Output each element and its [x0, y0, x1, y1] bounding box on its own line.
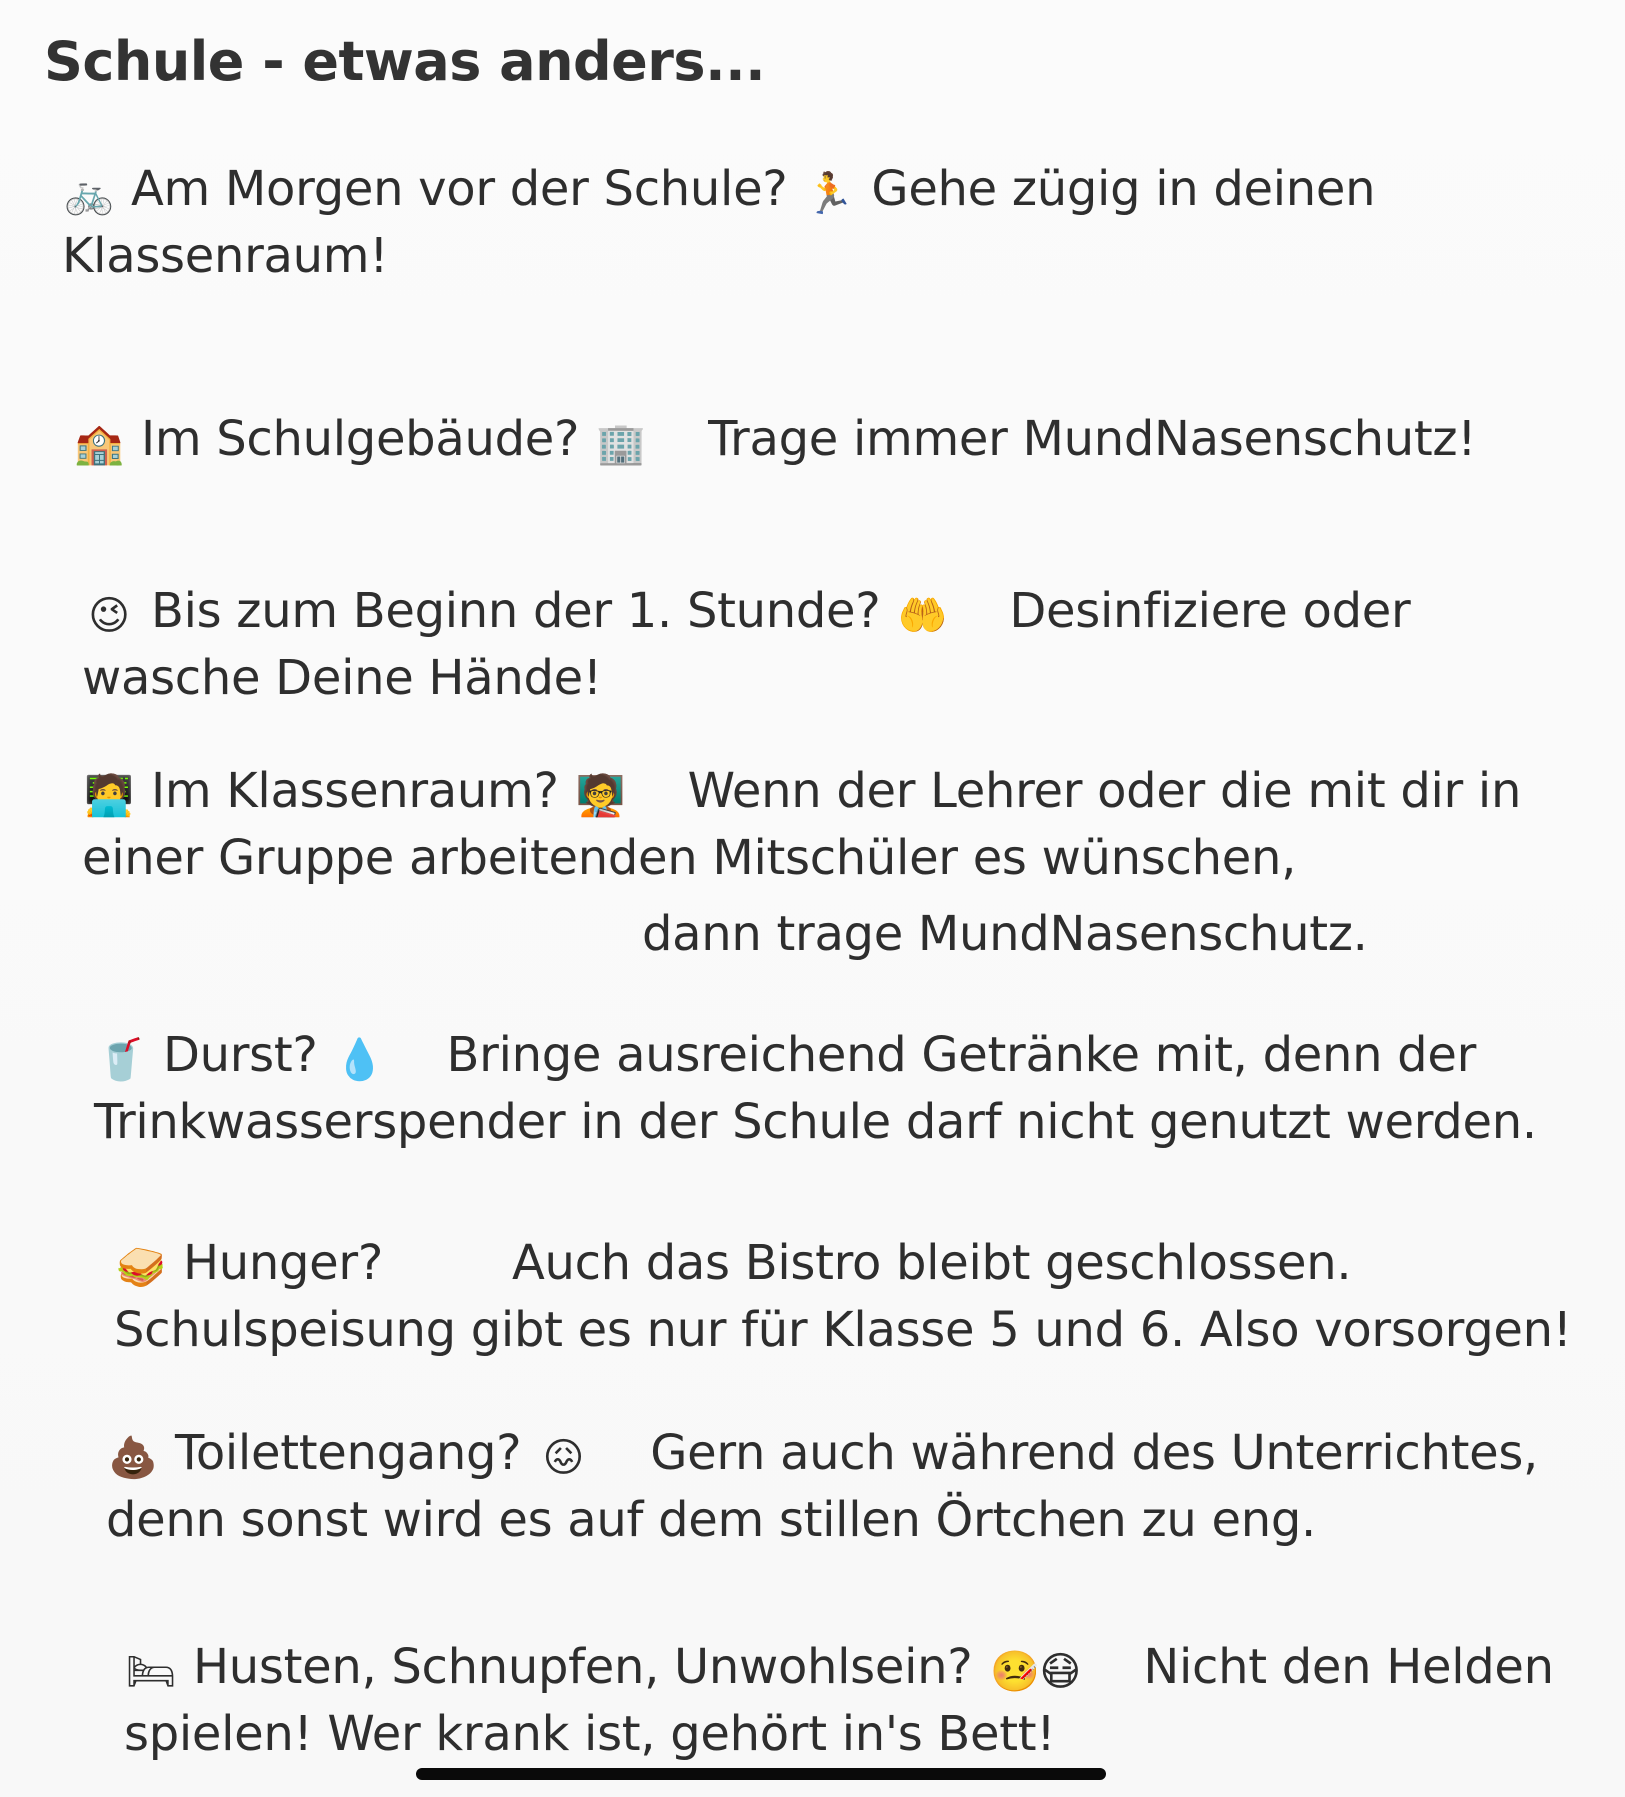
- home-indicator[interactable]: [416, 1768, 1106, 1780]
- item-question: Husten, Schnupfen, Unwohlsein?: [192, 1639, 973, 1695]
- office-building-icon: 🏢: [596, 421, 646, 467]
- item-text-continued: Trinkwasserspender in der Schule darf nicht genutzt werden.: [94, 1094, 1537, 1150]
- hands-icon: 🤲: [897, 593, 948, 639]
- running-person-icon: 🏃: [804, 171, 855, 217]
- item-line: [124, 1636, 1554, 1703]
- list-item: [94, 1024, 1537, 1153]
- item-question: Bis zum Beginn der 1. Stunde?: [150, 583, 881, 639]
- item-question: Im Schulgebäude?: [140, 411, 580, 467]
- item-text-continued: einer Gruppe arbeitenden Mitschüler es wünschen,: [82, 830, 1297, 886]
- item-text-continued: spielen! Wer krank ist, gehört in's Bett!: [124, 1706, 1056, 1762]
- item-text: Bringe ausreichend Getränke mit, denn der: [446, 1027, 1477, 1083]
- item-text: Gern auch während des Unterrichtes,: [650, 1425, 1538, 1481]
- item-line: [114, 1232, 1572, 1299]
- item-line: [106, 1422, 1538, 1489]
- student-at-laptop-icon: 🧑‍💻: [84, 773, 134, 819]
- item-text: Gehe zügig in deinen: [871, 161, 1376, 217]
- item-line: [82, 580, 1410, 647]
- list-item: [72, 408, 1476, 475]
- item-text-continued: wasche Deine Hände!: [82, 650, 602, 706]
- item-question: Hunger?: [182, 1235, 384, 1291]
- item-question: Am Morgen vor der Schule?: [130, 161, 788, 217]
- sick-face-icon: 🤒😷: [989, 1649, 1081, 1695]
- item-text: Auch das Bistro bleibt geschlossen.: [511, 1235, 1352, 1291]
- drink-cup-icon: 🥤: [96, 1037, 146, 1083]
- list-item: [124, 1636, 1554, 1765]
- school-building-icon: 🏫: [74, 421, 124, 467]
- item-line: [72, 408, 1476, 475]
- item-text: Wenn der Lehrer oder die mit dir in: [687, 763, 1522, 819]
- item-question: Durst?: [162, 1027, 318, 1083]
- list-item: [82, 580, 1410, 709]
- item-text: Desinfiziere oder: [1009, 583, 1411, 639]
- item-question: Im Klassenraum?: [150, 763, 559, 819]
- sandwich-icon: 🥪: [116, 1245, 166, 1291]
- poop-icon: 💩: [108, 1435, 158, 1481]
- list-item: [106, 1422, 1538, 1551]
- water-drop-icon: 💧: [334, 1037, 385, 1083]
- item-line: [94, 1024, 1537, 1091]
- item-line: [62, 158, 1375, 225]
- item-text-continued: Klassenraum!: [62, 228, 389, 284]
- item-text: Nicht den Helden: [1143, 1639, 1554, 1695]
- list-item: [114, 1232, 1572, 1361]
- item-text-centered: dann trage MundNasenschutz.: [642, 906, 1368, 962]
- teacher-icon: 🧑‍🏫: [575, 773, 626, 819]
- item-text-continued: Schulspeisung gibt es nur für Klasse 5 und 6. Also vorsorgen!: [114, 1302, 1572, 1358]
- list-item: [82, 760, 1521, 965]
- bed-icon: 🛏: [125, 1649, 177, 1695]
- bicycle-icon: 🚲: [64, 171, 114, 217]
- smiley-face-icon: 😉: [88, 593, 130, 639]
- page-title: Schule - etwas anders...: [44, 30, 766, 93]
- worried-face-icon: 😖: [542, 1435, 585, 1481]
- item-line: [82, 760, 1521, 827]
- item-text: Trage immer MundNasenschutz!: [708, 411, 1477, 467]
- list-item: [62, 158, 1375, 287]
- item-question: Toilettengang?: [174, 1425, 522, 1481]
- item-text-continued: denn sonst wird es auf dem stillen Örtchen zu eng.: [106, 1492, 1316, 1548]
